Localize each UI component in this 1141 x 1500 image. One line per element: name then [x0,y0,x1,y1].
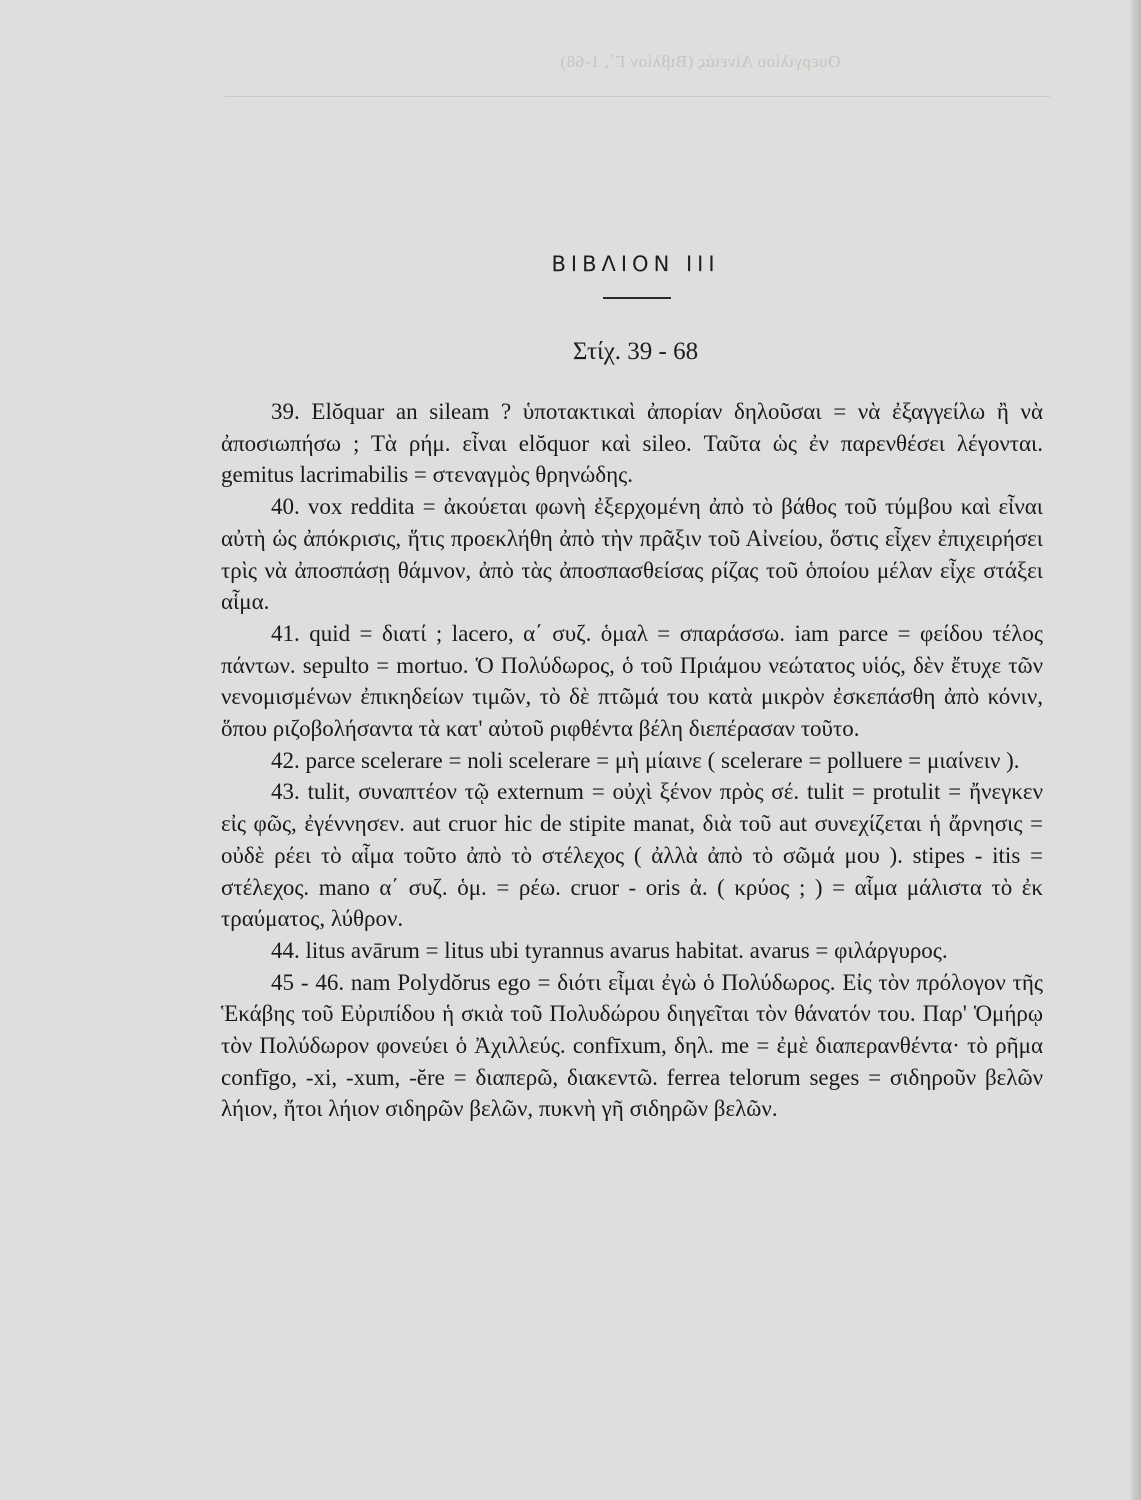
verses-range: Στίχ. 39 - 68 [572,338,699,365]
book-title: ΒΙΒΛΙΟΝ ΙΙΙ [551,252,720,276]
commentary-paragraph-44: 44. litus avārum = litus ubi tyrannus avarus habitat. avarus = φιλάργυρος. [271,937,948,963]
commentary-body [221,396,1043,1125]
commentary-paragraph-43: 43. tulit, συναπτέον τῷ externum = οὐχὶ ξένον πρὸς σέ. tulit = protulit = ἤνεγκεν εἰς φῶς, ἐγέννησεν. aut cruor hic de stipite manat, διὰ τοῦ aut συνεχίζεται ἡ ἄρνησις = οὐδὲ ρέει τὸ αἷμα τοῦτο ἀπὸ τὸ στέλεχος ( ἀλλὰ ἀπὸ τὸ σῶμά μου ). stipes - itis = στέλεχος. mano α΄ συζ. ὁμ. = ρέω. cruor - oris ἀ. ( κρύος ; ) = αἷμα μάλιστα τὸ ἐκ τραύματος, λύθρον. [221,779,1043,932]
bleed-through-rule [225,96,1050,97]
commentary-paragraph-40: 40. vox reddita = ἀκούεται φωνὴ ἐξερχομένη ἀπὸ τὸ βάθος τοῦ τύμβου καὶ εἶναι αὐτὴ ὡς ἀπόκρισις, ἥτις προεκλήθη ἀπὸ τὴν πρᾶξιν τοῦ Αἰνείου, ὅστις εἶχεν ἐπιχειρήσει τρὶς νὰ ἀποσπάσῃ θάμνον, ἀπὸ τὰς ἀποσπασθείσας ρίζας τοῦ ὁποίου μέλαν εἶχε στάξει αἷμα. [221,494,1043,615]
page-edge-shadow [1131,0,1141,1500]
commentary-paragraph-42: 42. parce scelerare = noli scelerare = μὴ μίαινε ( scelerare = polluere = μιαίνειν ). [271,747,1020,773]
commentary-paragraph-41: 41. quid = διατί ; lacero, α΄ συζ. ὁμαλ = σπαράσσω. iam parce = φείδου τέλος πάντων. sepulto = mortuo. Ὁ Πολύδωρος, ὁ τοῦ Πριάμου νεώτατος υἱός, δὲν ἔτυχε τῶν νενομισμένων ἐπικηδείων τιμῶν, τὸ δὲ πτῶμά του κατὰ μικρὸν ἐσκεπάσθη ἀπὸ κόνιν, ὅπου ριζοβολήσαντα τὰ κατ' αὐτοῦ ριφθέντα βέλη διεπέρασαν τοῦτο. [221,620,1043,742]
commentary-paragraph-45-46: 45 - 46. nam Polydŏrus ego = διότι εἶμαι ἐγὼ ὁ Πολύδωρος. Εἰς τὸν πρόλογον τῆς Ἑκάβης τοῦ Εὐριπίδου ἡ σκιὰ τοῦ Πολυδώρου διηγεῖται τὸν θάνατόν του. Παρ' Ὁμήρῳ τὸν Πολύδωρον φονεύει ὁ Ἀχιλλεύς. confīxum, δηλ. me = ἐμὲ διαπερανθέντα· τὸ ρῆμα confīgo, -xi, -xum, -ĕre = διαπερῶ, διακεντῶ. ferrea telorum seges = σιδηροῦν βελῶν λήιον, ἤτοι λήιον σιδηρῶν βελῶν, πυκνὴ γῆ σιδηρῶν βελῶν. [221,969,1043,1122]
title-divider [603,297,671,299]
commentary-paragraph-39: 39. Elŏquar an sileam ? ὑποτακτικαὶ ἀπορίαν δηλοῦσαι = νὰ ἐξαγγείλω ἢ νὰ ἀποσιωπήσω ; Τὰ ρήμ. εἶναι elŏquor καὶ sileo. Ταῦτα ὡς ἐν παρενθέσει λέγονται. gemitus lacrimabilis = στεναγμὸς θρηνώδης. [221,399,1043,488]
bleed-through-header: Ουεργιλίου Αἰνειάς (Βιβλίον Γ΄, 1-68) [560,52,841,71]
